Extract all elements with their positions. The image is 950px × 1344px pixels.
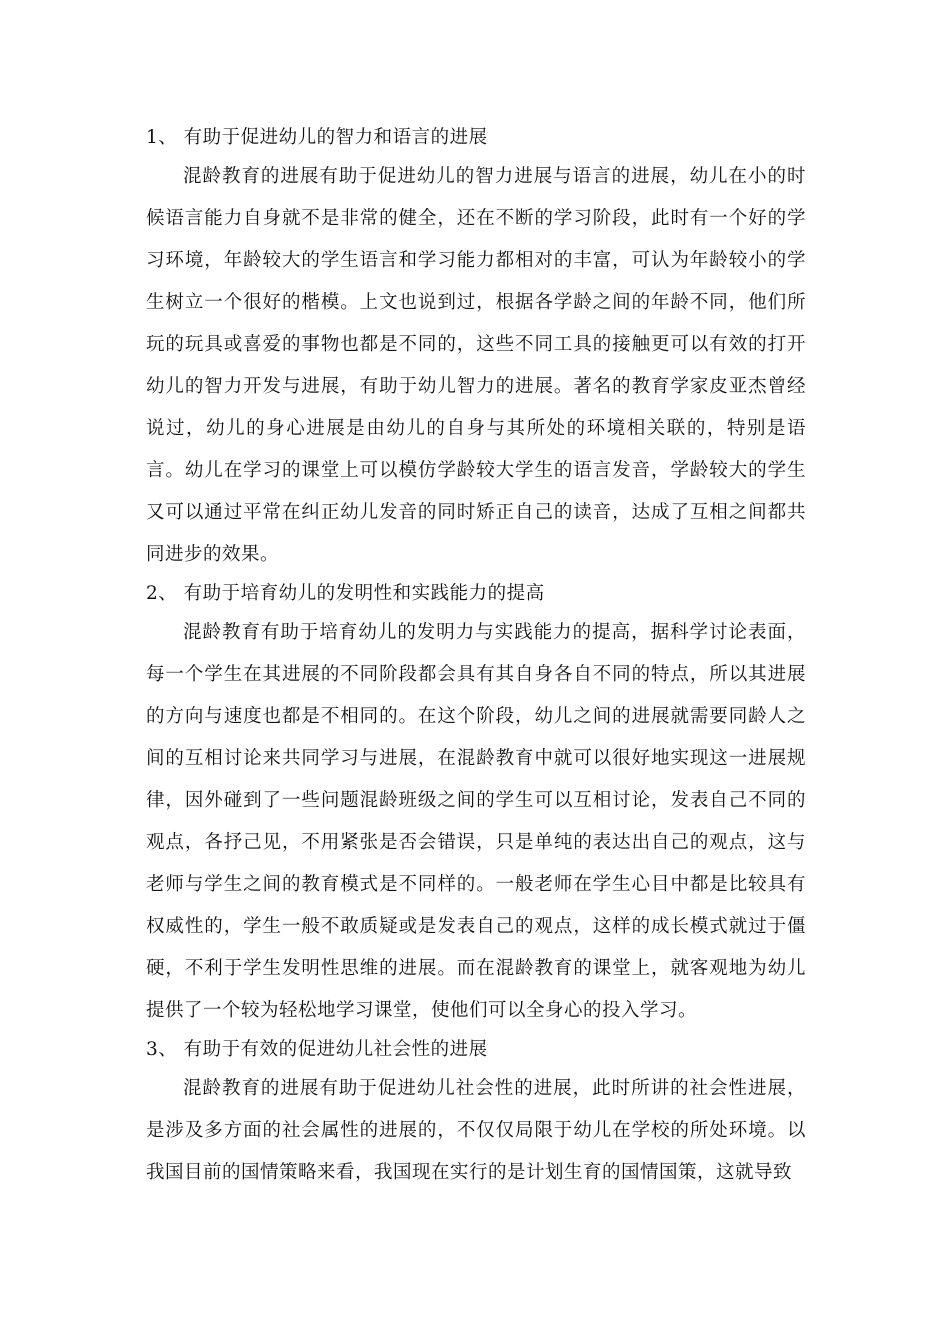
section-heading-3: 3、 有助于有效的促进幼儿社会性的进展 — [146, 1039, 488, 1060]
section-heading-2: 2、 有助于培育幼儿的发明性和实践能力的提高 — [146, 583, 545, 604]
section-paragraph-2: 混龄教育有助于培育幼儿的发明力与实践能力的提高，据科学讨论表面，每一个学生在其进展的不同阶段都会具有其自身各自不同的特点，所以其进展的方向与速度也都是不相同的。在这个阶段，幼儿之间的进展就需要同龄人之间的互相讨论来共同学习与进展，在混龄教育中就可以很好地实现这一进展规律，因外碰到了一些问题混龄班级之间的学生可以互相讨论，发表自己不同的观点，各抒己见，不用紧张是否会错误，只是单纯的表达出自己的观点，这与老师与学生之间的教育模式是不同样的。一般老师在学生心目中都是比较具有权威性的，学生一般不敢质疑或是发表自己的观点，这样的成长模式就过于僵硬，不利于学生发明性思维的进展。而在混龄教育的课堂上，就客观地为幼儿提供了一个较为轻松地学习课堂，使他们可以全身心的投入学习。 — [146, 622, 806, 1021]
document-body — [146, 120, 806, 1194]
section-paragraph-1: 混龄教育的进展有助于促进幼儿的智力进展与语言的进展，幼儿在小的时候语言能力自身就不是非常的健全，还在不断的学习阶段，此时有一个好的学习环境，年龄较大的学生语言和学习能力都相对的丰富，可认为年龄较小的学生树立一个很好的楷模。上文也说到过，根据各学龄之间的年龄不同，他们所玩的玩具或喜爱的事物也都是不同的，这些不同工具的接触更可以有效的打开幼儿的智力开发与进展，有助于幼儿智力的进展。著名的教育学家皮亚杰曾经说过，幼儿的身心进展是由幼儿的自身与其所处的环境相关联的，特别是语言。幼儿在学习的课堂上可以模仿学龄较大学生的语言发音，学龄较大的学生又可以通过平常在纠正幼儿发音的同时矫正自己的读音，达成了互相之间都共同进步的效果。 — [146, 166, 806, 565]
section-paragraph-3: 混龄教育的进展有助于促进幼儿社会性的进展，此时所讲的社会性进展，是涉及多方面的社会属性的进展的，不仅仅局限于幼儿在学校的所处环境。以我国目前的国情策略来看，我国现在实行的是计划生育的国情国策，这就导致 — [146, 1078, 806, 1183]
section-heading-1: 1、 有助于促进幼儿的智力和语言的进展 — [146, 127, 488, 148]
